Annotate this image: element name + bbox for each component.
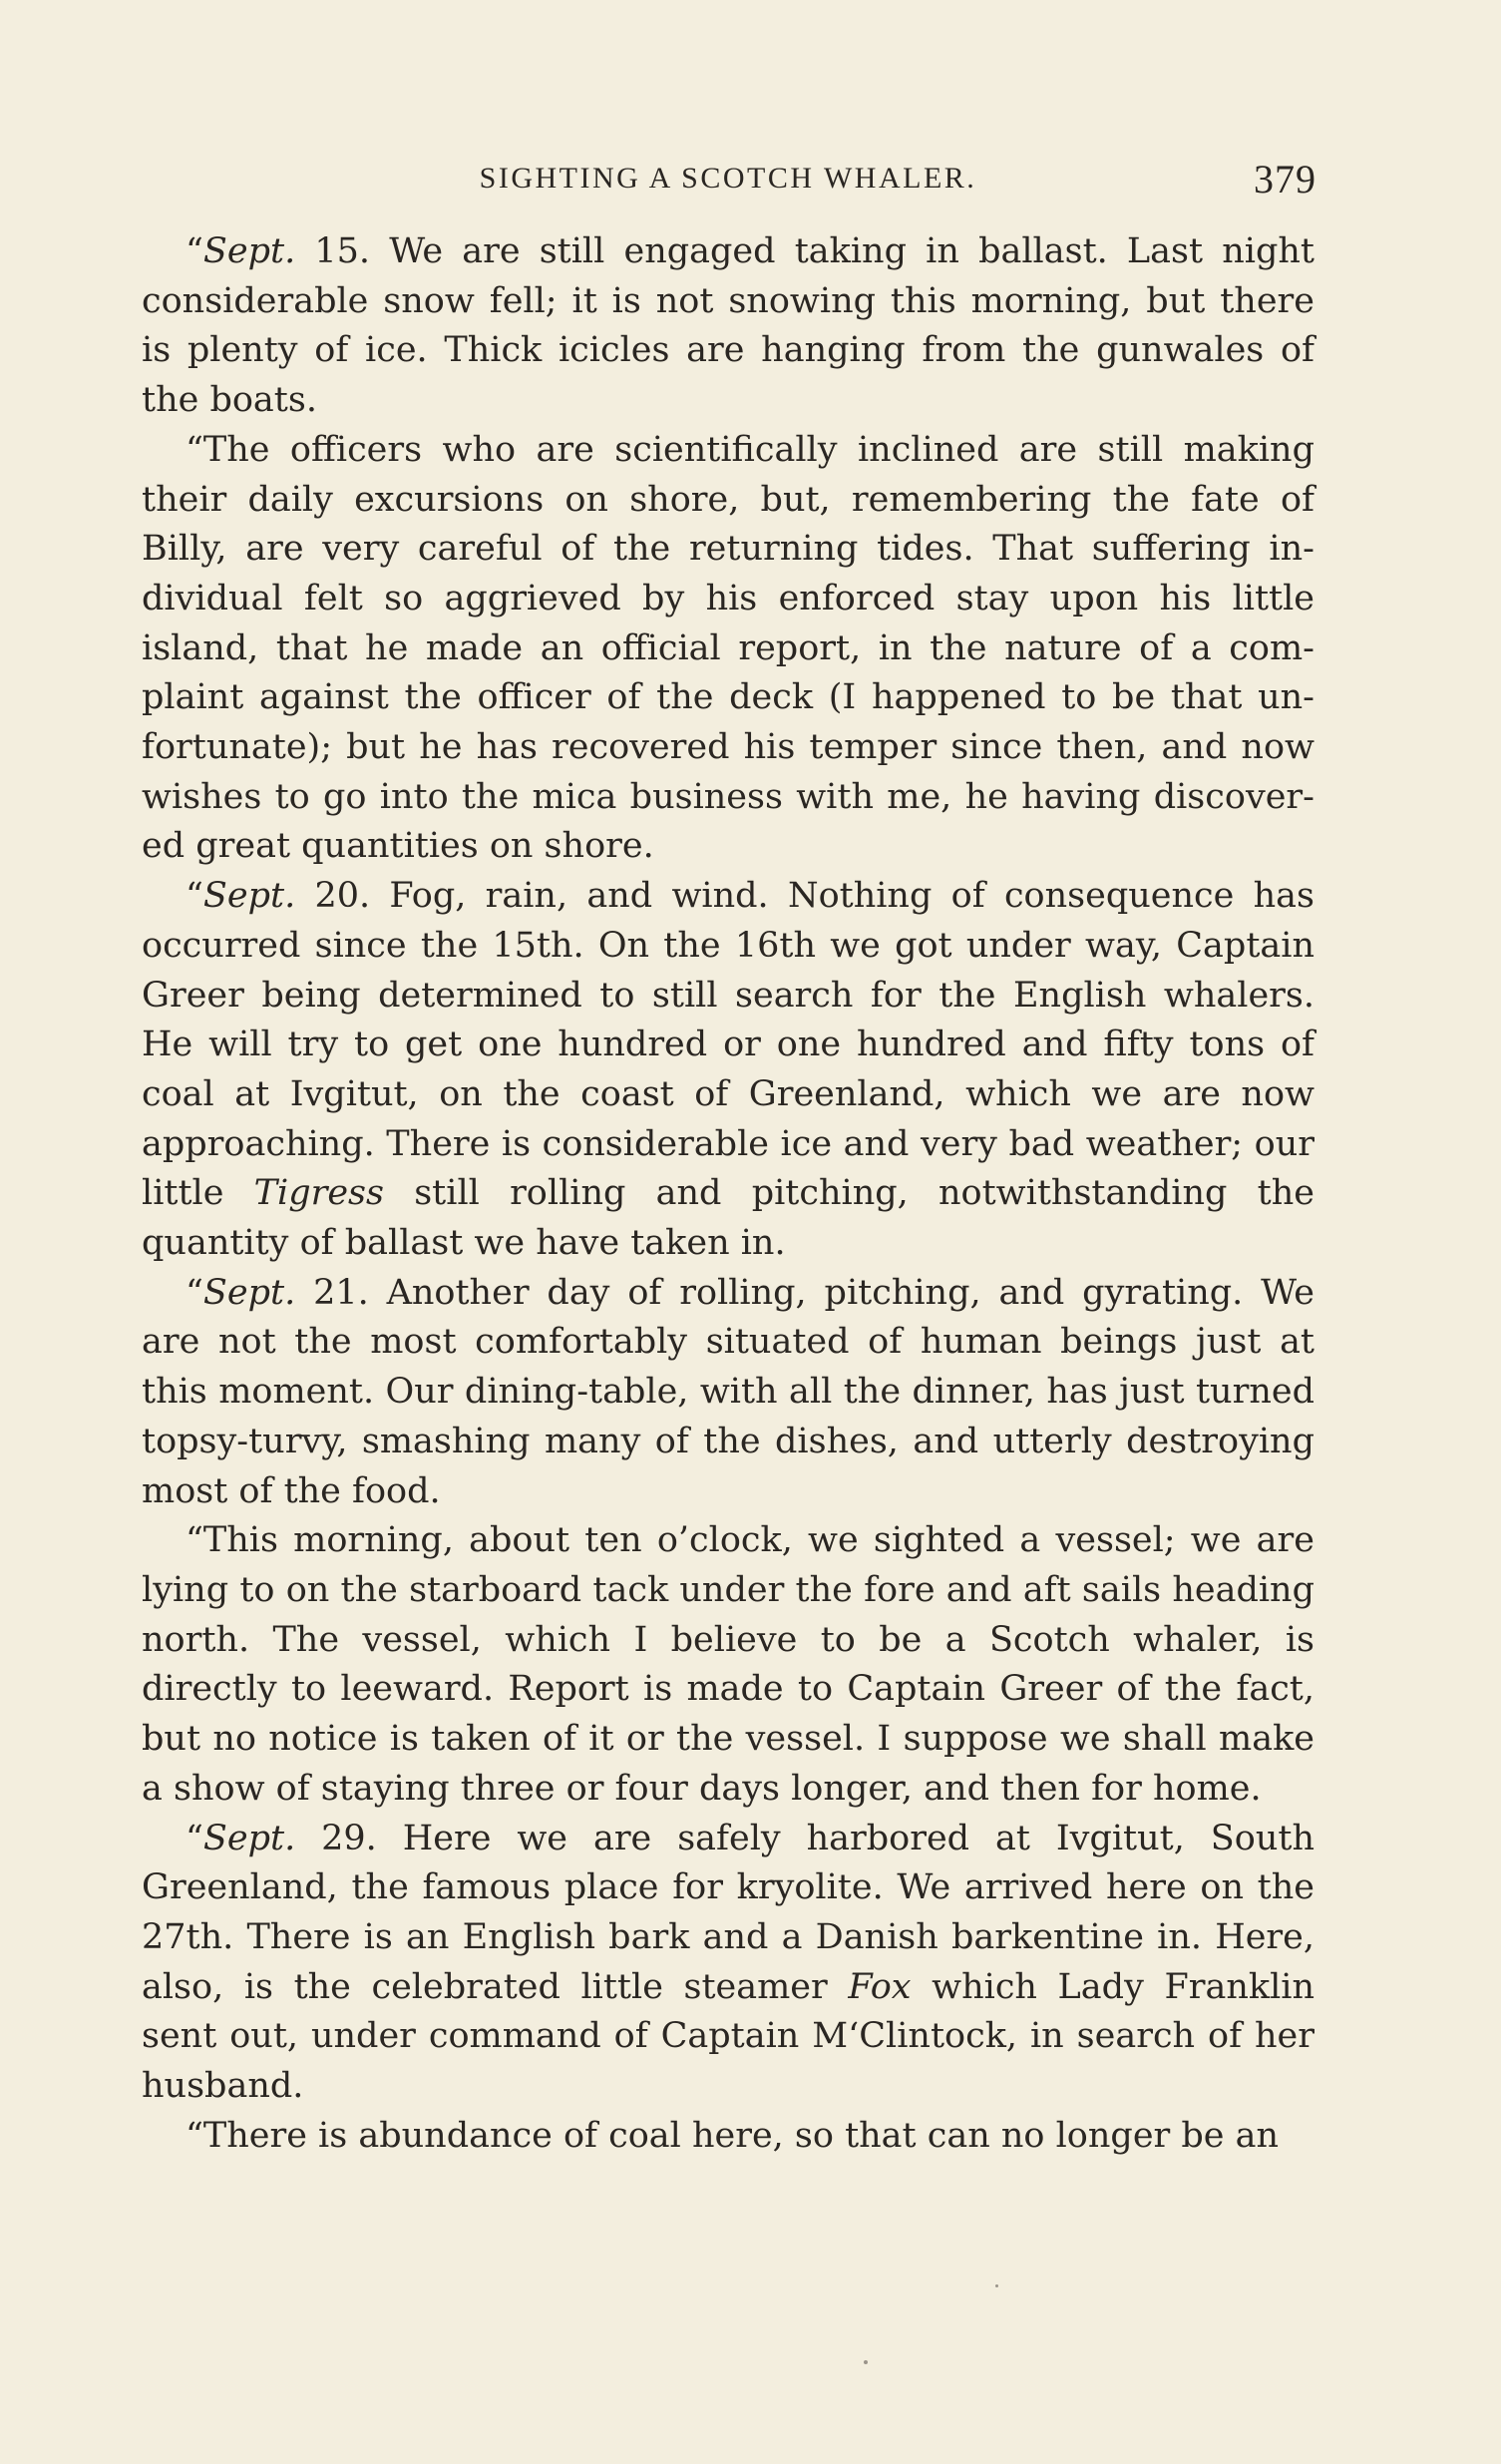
- paragraph-text: “There is abundance of coal here, so that can no longer be an: [186, 2115, 1280, 2156]
- page-number: 379: [1254, 157, 1316, 202]
- open-quote: “: [186, 231, 203, 271]
- paper-speck: [995, 2284, 998, 2287]
- paper-speck: [864, 2360, 868, 2364]
- entry-date: Sept.: [202, 1818, 296, 1858]
- paragraph-text: “This morning, about ten o’clock, we sighted a vessel; we are lying to on the starboard tack under the fore and aft sails heading north. The vessel, which I believe to be a Scotch whaler, is directly to leeward. Report is made to Captain Greer of the fact, but no notice is taken of it or the vessel. I suppose we shall make a show of staying three or four days longer, and then for home.: [142, 1520, 1314, 1809]
- running-head: SIGHTING A SCOTCH WHALER.: [479, 162, 977, 195]
- open-quote: “: [186, 876, 203, 917]
- paragraph-text: 15. We are still engaged taking in ballast. Last night considerable snow fell; it is not snowing this morning, but there is plenty of ice. Thick icicles are hanging from the gunwales of the boats.: [142, 231, 1314, 421]
- ship-name: Fox: [848, 1966, 912, 2007]
- paragraph-sighted-vessel: [142, 1516, 1314, 1814]
- paragraph-coal: [142, 2112, 1314, 2162]
- ship-name: Tigress: [253, 1173, 384, 1214]
- paragraph-sept-15: [142, 227, 1314, 426]
- paragraph-text: 20. Fog, rain, and wind. Nothing of consequence has occurred since the 15th. On the 16th we got under way, Captain Greer being determined to still search for the English whalers. He will try to get one hundred or one hundred and fifty tons of coal at Ivgitut, on the coast of Greenland, which we are now approaching. There is considerable ice and very bad weather; our little: [142, 876, 1314, 1214]
- paragraph-sept-21: [142, 1269, 1314, 1517]
- body-text: [142, 227, 1314, 2161]
- paragraph-sept-29: [142, 1815, 1314, 2112]
- paragraph-officers: [142, 426, 1314, 872]
- paragraph-text: still rolling and pitching, notwithstanding the quantity of ballast we have taken in.: [142, 1173, 1314, 1264]
- open-quote: “: [186, 1272, 203, 1313]
- entry-date: Sept.: [202, 231, 296, 271]
- paragraph-sept-20: [142, 872, 1314, 1269]
- paragraph-text: 29. Here we are safely harbored at Ivgitut, South Greenland, the famous place for kryolite. We arrived here on the 27th. There is an English bark and a Danish barkentine in. Here, also, is the celebrated little steamer: [142, 1818, 1314, 2007]
- entry-date: Sept.: [202, 1272, 296, 1313]
- paragraph-text: 21. Another day of rolling, pitching, and gyrating. We are not the most comfortably situated of human beings just at this moment. Our dining-table, with all the dinner, has just turned topsy-turvy, smashing many of the dishes, and utterly destroying most of the food.: [142, 1272, 1314, 1511]
- paragraph-text: “The officers who are scientifically inclined are still making their daily excursions on shore, but, remembering the fate of Billy, are very careful of the returning tides. That suffering individual felt so aggrieved by his enforced stay upon his little island, that he made an official report, in the nature of a complaint against the officer of the deck (I happened to be that unfortunate); but he has recovered his temper since then, and now wishes to go into the mica business with me, he having discovered great quantities on shore.: [142, 429, 1314, 867]
- entry-date: Sept.: [202, 876, 296, 917]
- open-quote: “: [186, 1818, 203, 1858]
- paragraph-text: which Lady Franklin sent out, under command of Captain M‘Clintock, in search of her husband.: [142, 1966, 1314, 2107]
- page-header: [140, 152, 1316, 211]
